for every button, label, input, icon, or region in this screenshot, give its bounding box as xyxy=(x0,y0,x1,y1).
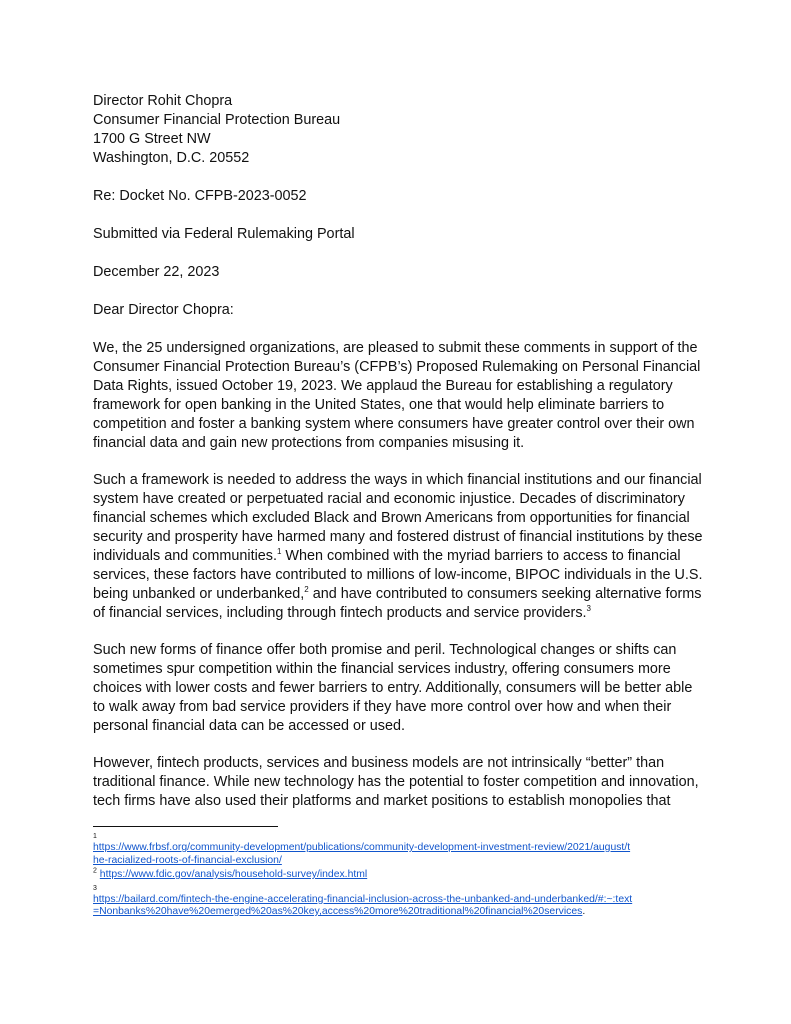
paragraph-line: We, the 25 undersigned organizations, are pleased to submit these comments in support of the xyxy=(93,340,698,356)
salutation: Dear Director Chopra: xyxy=(93,302,234,318)
paragraph-line: However, fintech products, services and business models are not intrinsically “better” than xyxy=(93,755,665,771)
footnote-number: 2 xyxy=(93,867,97,875)
paragraph-line: security and prosperity have harmed many and fostered distrust of financial institutions by these xyxy=(93,529,703,545)
paragraph-line: tech firms have also used their platforms and market positions to establish monopolies that xyxy=(93,793,671,809)
paragraph-line: framework for open banking in the United States, one that would help eliminate barriers to xyxy=(93,397,665,413)
paragraph-line: services, these factors have contributed to millions of low-income, BIPOC individuals in the U.S. xyxy=(93,567,703,583)
footnote-3-link-cont[interactable]: =Nonbanks%20have%20emerged%20as%20key,access%20more%20traditional%20financial%20services xyxy=(93,906,583,917)
footnote-3 xyxy=(93,884,708,919)
paragraph-line: Data Rights, issued October 19, 2023. We applaud the Bureau for establishing a regulatory xyxy=(93,378,673,394)
footnote-1-link-cont[interactable]: he-racialized-roots-of-financial-exclusion/ xyxy=(93,854,282,866)
address-line-org: Consumer Financial Protection Bureau xyxy=(93,112,341,128)
paragraph-line xyxy=(93,585,708,604)
footnote-number: 1 xyxy=(93,833,97,840)
footnote-ref-1[interactable]: 1 xyxy=(276,547,282,557)
paragraph-line xyxy=(93,604,708,623)
paragraph-line xyxy=(93,547,708,566)
letter-date: December 22, 2023 xyxy=(93,264,220,280)
footnote-3-period: . xyxy=(582,906,586,917)
submission-method: Submitted via Federal Rulemaking Portal xyxy=(93,226,355,242)
footnote-3-line xyxy=(93,906,708,919)
paragraph-line: personal financial data can be accessed or used. xyxy=(93,718,405,734)
footnotes xyxy=(93,832,708,921)
paragraph-framework xyxy=(93,471,708,623)
footnote-3-link[interactable]: https://bailard.com/fintech-the-engine-accelerating-financial-inclusion-across-the-unbanked-and-underbanked/#:~:text xyxy=(93,893,633,905)
text-run: individuals and communities. xyxy=(93,548,277,564)
paragraph-promise-peril xyxy=(93,641,708,736)
footnote-ref-3[interactable]: 3 xyxy=(586,604,591,614)
footnote-1-link[interactable]: https://www.frbsf.org/community-development/publications/community-development-investment-review/2021/august/t xyxy=(93,842,631,853)
paragraph-line: Such new forms of finance offer both promise and peril. Technological changes or shifts can xyxy=(93,642,677,658)
address-line-name: Director Rohit Chopra xyxy=(93,93,233,109)
paragraph-line: Such a framework is needed to address the ways in which financial institutions and our financial xyxy=(93,472,702,488)
paragraph-line: competition and foster a banking system where consumers have greater control over their own xyxy=(93,416,695,432)
text-run: and have contributed to consumers seeking alternative forms xyxy=(308,586,702,602)
text-run: of financial services, including through fintech products and service providers. xyxy=(93,605,587,621)
footnote-2 xyxy=(93,869,708,882)
address-line-street: 1700 G Street NW xyxy=(93,131,211,147)
paragraph-line: system have created or perpetuated racial and economic injustice. Decades of discriminatory xyxy=(93,491,685,507)
paragraph-line: Consumer Financial Protection Bureau’s (CFPB’s) Proposed Rulemaking on Personal Financial xyxy=(93,359,701,375)
footnote-ref-2[interactable]: 2 xyxy=(304,585,309,595)
footnote-1 xyxy=(93,832,708,867)
paragraph-line: financial schemes which excluded Black and Brown Americans from opportunities for financial xyxy=(93,510,690,526)
recipient-address xyxy=(93,92,708,168)
address-line-city: Washington, D.C. 20552 xyxy=(93,150,250,166)
footnote-divider xyxy=(93,826,278,827)
paragraph-line: sometimes spur competition within the financial services industry, offering consumers more xyxy=(93,661,671,677)
footnote-number: 3 xyxy=(93,884,97,892)
paragraph-line: choices with lower costs and fewer barriers to entry. Additionally, consumers will be better able xyxy=(93,680,693,696)
text-run: When combined with the myriad barriers to access to financial xyxy=(281,548,681,564)
paragraph-intro xyxy=(93,339,708,453)
footnote-2-link[interactable]: https://www.fdic.gov/analysis/household-survey/index.html xyxy=(99,869,368,880)
paragraph-line: traditional finance. While new technology has the potential to foster competition and innovation, xyxy=(93,774,699,790)
re-docket-line: Re: Docket No. CFPB-2023-0052 xyxy=(93,188,307,204)
paragraph-line: to walk away from bad service providers if they have more control over how and when their xyxy=(93,699,672,715)
text-run: being unbanked or underbanked, xyxy=(93,586,305,602)
paragraph-line: financial data and gain new protections from companies misusing it. xyxy=(93,435,525,451)
paragraph-fintech-caution xyxy=(93,754,708,811)
